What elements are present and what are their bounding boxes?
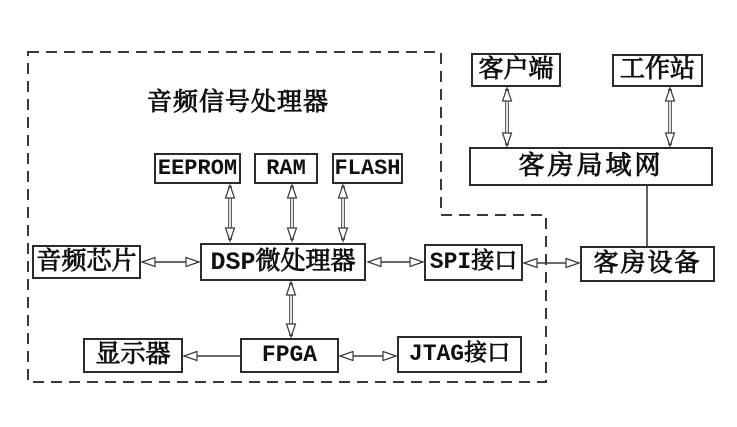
node-workstation: 工作站 — [612, 54, 703, 87]
node-audio-chip: 音频芯片 — [32, 245, 141, 279]
node-client: 客户端 — [471, 53, 561, 87]
container-title: 音频信号处理器 — [146, 87, 329, 116]
node-dsp-microprocessor: DSP微处理器 — [200, 243, 366, 281]
vertical-arrow-shafts — [230, 89, 670, 336]
node-flash: FLASH — [332, 153, 403, 184]
arrowheads — [142, 88, 675, 361]
node-eeprom: EEPROM — [154, 153, 241, 184]
node-spi-interface: SPI接口 — [424, 244, 523, 281]
node-guestroom-device: 客房设备 — [580, 246, 715, 282]
node-guestroom-lan: 客房局域网 — [469, 147, 713, 186]
node-ram: RAM — [254, 153, 318, 184]
node-jtag-interface: JTAG接口 — [397, 336, 522, 373]
node-fpga: FPGA — [240, 338, 339, 373]
node-display: 显示器 — [83, 338, 183, 373]
